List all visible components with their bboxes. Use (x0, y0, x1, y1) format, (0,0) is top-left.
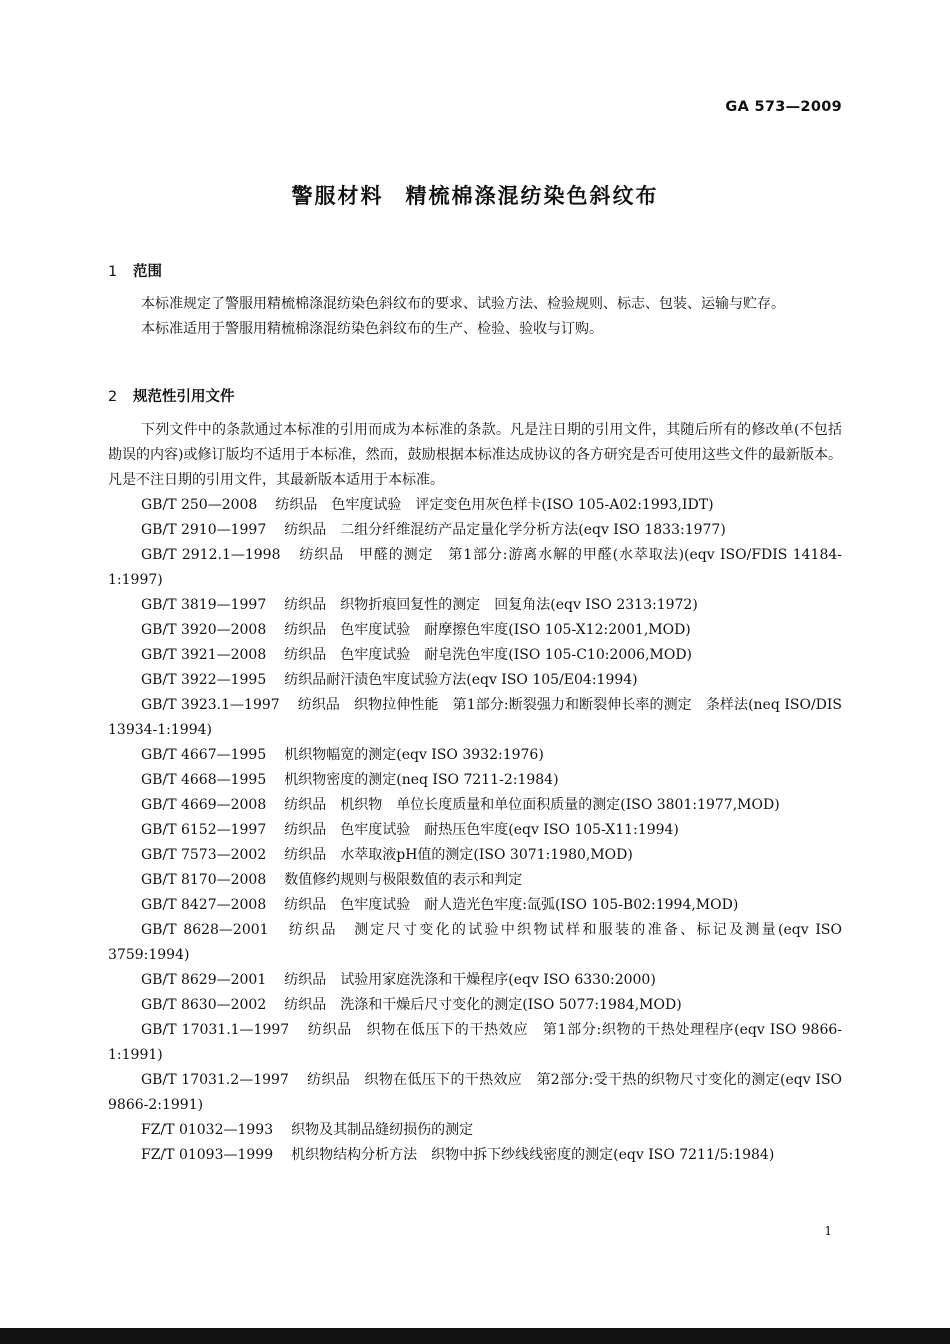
reference-item (108, 868, 842, 893)
reference-code: GB/T 3920—2008 (141, 622, 267, 638)
reference-title: 织物及其制品缝纫损伤的测定 (291, 1122, 474, 1138)
reference-item (108, 793, 842, 818)
reference-code: GB/T 4668—1995 (141, 772, 267, 788)
reference-code: GB/T 4669—2008 (141, 797, 267, 813)
reference-item (108, 1068, 842, 1118)
reference-item (108, 618, 842, 643)
reference-title: 纺织品 洗涤和干燥后尺寸变化的测定(ISO 5077:1984,MOD) (284, 997, 682, 1013)
reference-item (108, 1018, 842, 1068)
reference-code: FZ/T 01093—1999 (141, 1147, 274, 1163)
section-2-intro (108, 418, 842, 493)
reference-code: GB/T 2912.1—1998 (141, 547, 281, 563)
reference-item (108, 743, 842, 768)
reference-title: 纺织品 甲醛的测定 第1部分:游离水解的甲醛(水萃取法)(eqv ISO/FDIS 14184-1:1997) (108, 547, 843, 588)
reference-title: 纺织品 色牢度试验 评定变色用灰色样卡(ISO 105-A02:1993,IDT) (275, 497, 714, 513)
reference-code: GB/T 17031.1—1997 (141, 1022, 290, 1038)
reference-title: 数值修约规则与极限数值的表示和判定 (284, 872, 523, 888)
scope-paragraph-1: 本标准规定了警服用精梳棉涤混纺染色斜纹布的要求、试验方法、检验规则、标志、包装、运输与贮存。 (141, 296, 785, 312)
intro-paragraph: 下列文件中的条款通过本标准的引用而成为本标准的条款。凡是注日期的引用文件，其随后所有的修改单(不包括勘误的内容)或修订版均不适用于本标准，然而，鼓励根据本标准达成协议的各方研究是否可使用这些文件的最新版本。凡是不注日期的引用文件，其最新版本适用于本标准。 (108, 422, 842, 488)
reference-item (108, 543, 842, 593)
reference-item (108, 668, 842, 693)
reference-title: 纺织品 色牢度试验 耐摩擦色牢度(ISO 105-X12:2001,MOD) (284, 622, 691, 638)
reference-item (108, 993, 842, 1018)
bottom-border (0, 1328, 950, 1344)
section-1-heading (108, 260, 162, 281)
reference-title: 纺织品 织物折痕回复性的测定 回复角法(eqv ISO 2313:1972) (284, 597, 698, 613)
reference-code: GB/T 8628—2001 (141, 922, 269, 938)
reference-title: 纺织品 试验用家庭洗涤和干燥程序(eqv ISO 6330:2000) (284, 972, 656, 988)
reference-title: 纺织品 二组分纤维混纺产品定量化学分析方法(eqv ISO 1833:1977) (284, 522, 726, 538)
scope-paragraph-2: 本标准适用于警服用精梳棉涤混纺染色斜纹布的生产、检验、验收与订购。 (141, 321, 603, 337)
section-2-heading (108, 385, 235, 406)
reference-item (108, 1143, 842, 1168)
reference-code: GB/T 17031.2—1997 (141, 1072, 289, 1088)
reference-title: 纺织品 织物拉伸性能 第1部分:断裂强力和断裂伸长率的测定 条样法(neq ISO/DIS 13934-1:1994) (108, 697, 843, 738)
reference-title: 纺织品 织物在低压下的干热效应 第2部分:受干热的织物尺寸变化的测定(eqv ISO 9866-2:1991) (108, 1072, 843, 1113)
reference-code: GB/T 3922—1995 (141, 672, 267, 688)
reference-item (108, 768, 842, 793)
reference-code: GB/T 8170—2008 (141, 872, 267, 888)
reference-item (108, 1118, 842, 1143)
reference-item (108, 843, 842, 868)
document-title (0, 180, 950, 210)
reference-code: GB/T 250—2008 (141, 497, 258, 513)
reference-item (108, 693, 842, 743)
reference-title: 纺织品 测定尺寸变化的试验中织物试样和服装的准备、标记及测量(eqv ISO 3759:1994) (108, 922, 842, 963)
reference-item (108, 643, 842, 668)
reference-item (108, 593, 842, 618)
reference-item (108, 518, 842, 543)
reference-item (108, 893, 842, 918)
reference-title: 纺织品耐汗渍色牢度试验方法(eqv ISO 105/E04:1994) (284, 672, 638, 688)
reference-code: GB/T 8630—2002 (141, 997, 267, 1013)
reference-item (108, 918, 842, 968)
reference-title: 机织物结构分析方法 织物中拆下纱线线密度的测定(eqv ISO 7211/5:1984) (291, 1147, 775, 1163)
section-1-body (108, 292, 842, 342)
reference-code: GB/T 3819—1997 (141, 597, 267, 613)
reference-title: 纺织品 机织物 单位长度质量和单位面积质量的测定(ISO 3801:1977,MOD) (284, 797, 780, 813)
reference-title: 机织物幅宽的测定(eqv ISO 3932:1976) (284, 747, 544, 763)
reference-code: GB/T 8427—2008 (141, 897, 267, 913)
reference-code: GB/T 2910—1997 (141, 522, 267, 538)
section-2-title: 规范性引用文件 (133, 389, 235, 405)
reference-code: GB/T 4667—1995 (141, 747, 267, 763)
reference-item (108, 818, 842, 843)
reference-code: GB/T 3923.1—1997 (141, 697, 280, 713)
reference-item (108, 968, 842, 993)
reference-code: GB/T 3921—2008 (141, 647, 267, 663)
section-2-number: 2 (108, 389, 118, 405)
title-part-1: 警服材料 (291, 184, 384, 208)
reference-code: GB/T 7573—2002 (141, 847, 267, 863)
reference-title: 纺织品 色牢度试验 耐人造光色牢度:氙弧(ISO 105-B02:1994,MOD) (284, 897, 739, 913)
section-1-title: 范围 (133, 264, 162, 280)
reference-code: FZ/T 01032—1993 (141, 1122, 274, 1138)
reference-title: 纺织品 色牢度试验 耐皂洗色牢度(ISO 105-C10:2006,MOD) (284, 647, 693, 663)
reference-code: GB/T 6152—1997 (141, 822, 267, 838)
reference-list (108, 493, 842, 1168)
reference-title: 纺织品 水萃取液pH值的测定(ISO 3071:1980,MOD) (284, 847, 633, 863)
reference-title: 纺织品 织物在低压下的干热效应 第1部分:织物的干热处理程序(eqv ISO 9866-1:1991) (108, 1022, 842, 1063)
standard-code: GA 573—2009 (725, 99, 842, 115)
title-part-2: 精梳棉涤混纺染色斜纹布 (405, 184, 659, 208)
reference-item (108, 493, 842, 518)
section-1-number: 1 (108, 264, 118, 280)
reference-code: GB/T 8629—2001 (141, 972, 267, 988)
page-number: 1 (824, 1224, 832, 1238)
reference-title: 机织物密度的测定(neq ISO 7211-2:1984) (284, 772, 559, 788)
reference-title: 纺织品 色牢度试验 耐热压色牢度(eqv ISO 105-X11:1994) (284, 822, 679, 838)
